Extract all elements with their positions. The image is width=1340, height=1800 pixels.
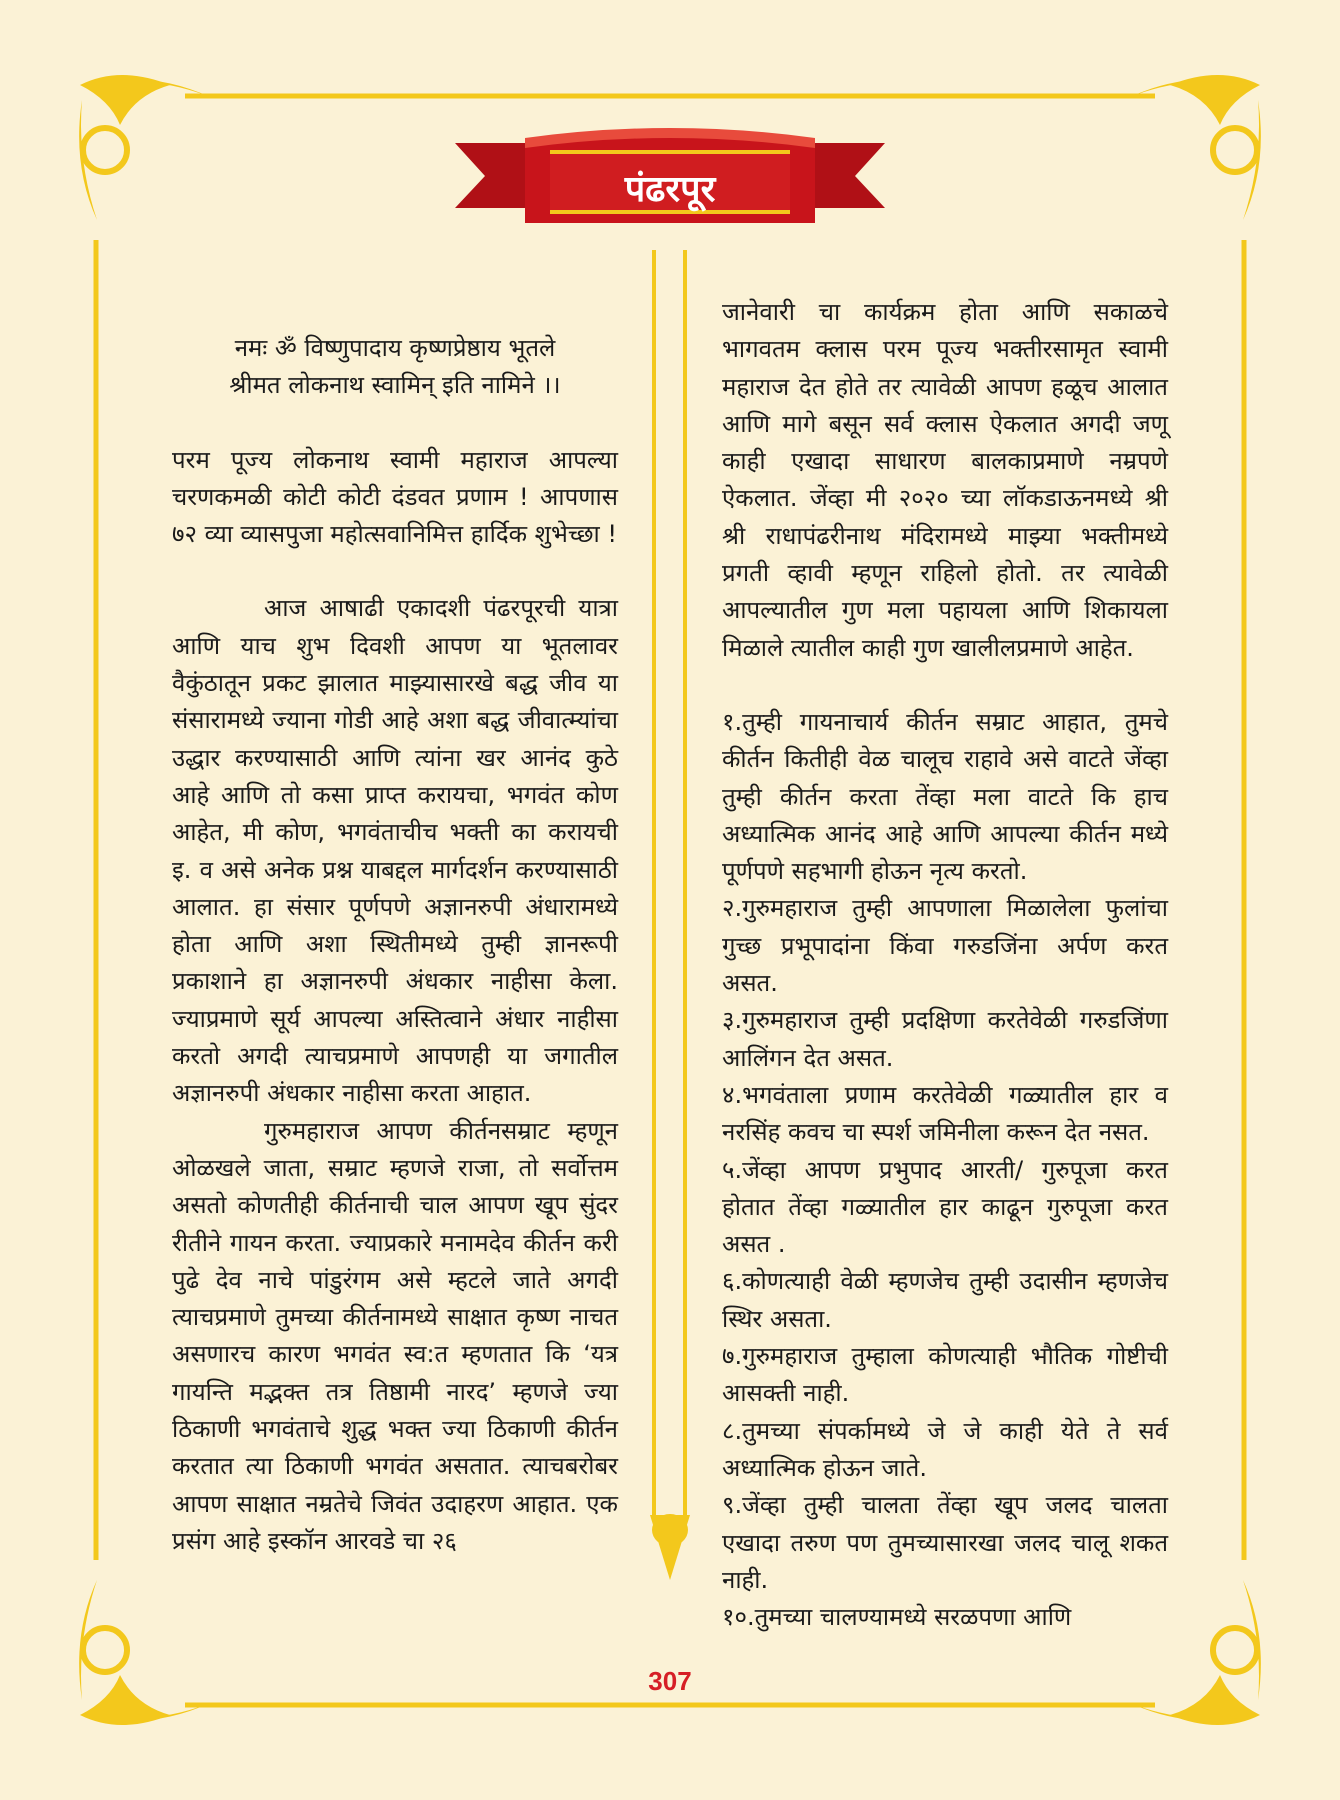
list-item: ६.कोणत्याही वेळी म्हणजेच तुम्ही उदासीन म्हणजेच स्थिर असता.	[722, 1267, 1168, 1333]
left-column	[172, 330, 618, 1560]
body-paragraph: आज आषाढी एकादशी पंढरपूरची यात्रा आणि याच शुभ दिवशी आपण या भूतलावर वैकुंठातून प्रकट झालात माझ्यासारखे बद्ध जीव या संसारामध्ये ज्याना गोडी आहे अशा बद्ध जीवात्म्यांचा उद्धार करण्यासाठी आणि त्यांना खर आनंद कुठे आहे आणि तो कसा प्राप्त करायचा, भगवंत कोण आहेत, मी कोण, भगवंताचीच भक्ती का करायची इ. व असे अनेक प्रश्न याबद्दल मार्गदर्शन करण्यासाठी आलात. हा संसार पूर्णपणे अज्ञानरुपी अंधारामध्ये होता आणि अशा स्थितीमध्ये तुम्ही ज्ञानरूपी प्रकाशाने हा अज्ञानरुपी अंधकार नाहीसा केला. ज्याप्रमाणे सूर्य आपल्या अस्तित्वाने अंधार नाहीसा करतो अगदी त्याचप्रमाणे आपणही या जगातील अज्ञानरुपी अंधकार नाहीसा करता आहात.	[172, 594, 618, 1108]
list-item: १०.तुमच्या चालण्यामध्ये सरळपणा आणि	[722, 1603, 1072, 1632]
list-item: १.तुम्ही गायनाचार्य कीर्तन सम्राट आहात, तुमचे कीर्तन कितीही वेळ चालूच राहावे असे वाटते जेंव्हा तुम्ही कीर्तन करता तेंव्हा मला वाटते कि हाच अध्यात्मिक आनंद आहे आणि आपल्या कीर्तन मध्ये पूर्णपणे सहभागी होऊन नृत्य करतो.	[722, 707, 1168, 886]
invocation-verse	[172, 330, 618, 405]
list-item: ७.गुरुमहाराज तुम्हाला कोणत्याही भौतिक गोष्टीची आसक्ती नाही.	[722, 1342, 1168, 1408]
list-item: ५.जेंव्हा आपण प्रभुपाद आरती/ गुरुपूजा करत होतात तेंव्हा गळ्यातील हार काढून गुरुपूजा करत असत .	[722, 1155, 1168, 1259]
invocation-line: नमः ॐ विष्णुपादाय कृष्णप्रेष्ठाय भूतले	[234, 334, 556, 362]
greeting-paragraph: परम पूज्य लोकनाथ स्वामी महाराज आपल्या चरणकमळी कोटी कोटी दंडवत प्रणाम ! आपणास ७२ व्या व्यासपुजा महोत्सवानिमित्त हार्दिक शुभेच्छा !	[172, 445, 618, 549]
page-number: 307	[648, 1666, 692, 1696]
list-item: २.गुरुमहाराज तुम्ही आपणाला मिळालेला फुलांचा गुच्छ प्रभूपादांना किंवा गरुडजिंना अर्पण करत असत.	[722, 894, 1168, 998]
page-title: पंढरपूर	[624, 169, 716, 210]
list-item: ८.तुमच्या संपर्कामध्ये जे जे काही येते ते सर्व अध्यात्मिक होऊन जाते.	[722, 1416, 1168, 1482]
list-item: ४.भगवंताला प्रणाम करतेवेळी गळ्यातील हार व नरसिंह कवच चा स्पर्श जमिनीला करून देत नसत.	[722, 1080, 1168, 1147]
body-paragraph: जानेवारी चा कार्यक्रम होता आणि सकाळचे भागवतम क्लास परम पूज्य भक्तीरसामृत स्वामी महाराज देत होते तर त्यावेळी आपण हळूच आलात आणि मागे बसून सर्व क्लास ऐकलात अगदी जणू काही एखादा साधारण बालकाप्रमाणे नम्रपणे ऐकलात. जेंव्हा मी २०२० च्या लॉकडाऊनमध्ये श्री श्री राधापंढरीनाथ मंदिरामध्ये माझ्या भक्तीमध्ये प्रगती व्हावी म्हणून राहिलो होतो. तर त्यावेळी आपल्यातील गुण मला पहायला आणि शिकायला मिळाले त्यातील काही गुण खालीलप्रमाणे आहेत.	[722, 298, 1168, 662]
column-divider	[650, 250, 690, 1580]
list-item: ३.गुरुमहाराज तुम्ही प्रदक्षिणा करतेवेळी गरुडजिंणा आलिंगन देत असत.	[722, 1006, 1168, 1072]
right-column	[722, 294, 1168, 1636]
body-paragraph: गुरुमहाराज आपण कीर्तनसम्राट म्हणून ओळखले जाता, सम्राट म्हणजे राजा, तो सर्वोत्तम असतो कोणतीही कीर्तनाची चाल आपण खूप सुंदर रीतीने गायन करता. ज्याप्रकारे मनामदेव कीर्तन करी पुढे देव नाचे पांडुरंगम असे म्हटले जाते अगदी त्याचप्रमाणे तुमच्या कीर्तनामध्ये साक्षात कृष्ण नाचत असणारच कारण भगवंत स्व:त म्हणतात कि ‘यत्र गायन्ति मद्भक्त तत्र तिष्ठामी नारद’ म्हणजे ज्या ठिकाणी भगवंताचे शुद्ध भक्त ज्या ठिकाणी कीर्तन करतात त्या ठिकाणी भगवंत असतात. त्याचबरोबर आपण साक्षात नम्रतेचे जिवंत उदाहरण आहात. एक प्रसंग आहे इस्कॉन आरवडे चा २६	[172, 1116, 618, 1555]
list-item: ९.जेंव्हा तुम्ही चालता तेंव्हा खूप जलद चालता एखादा तरुण पण तुमच्यासारखा जलद चालू शकत नाही.	[722, 1491, 1168, 1594]
invocation-line: श्रीमत लोकनाथ स्वामिन् इति नामिने ।।	[229, 371, 561, 400]
